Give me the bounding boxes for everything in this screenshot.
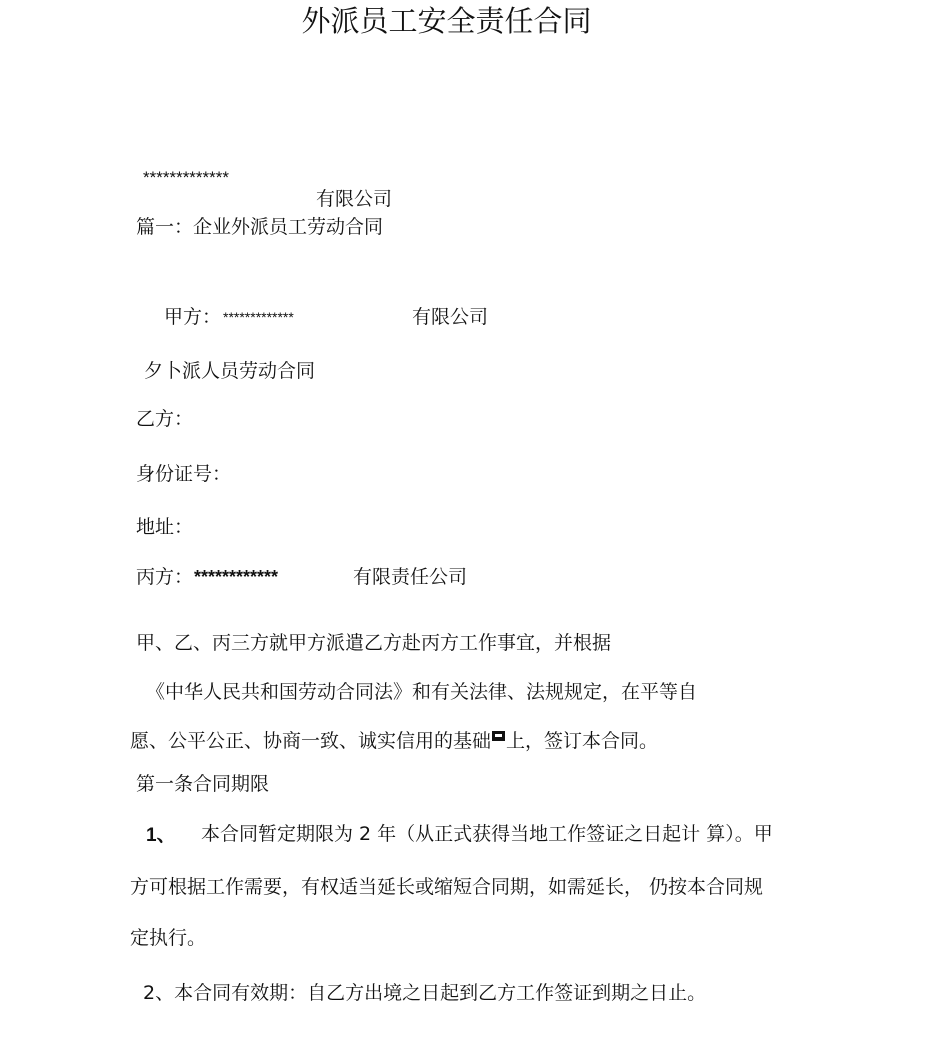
clause-1-number: 1、 (146, 825, 176, 846)
header-company: 有限公司 (316, 188, 393, 210)
clause-2: 2、本合同有效期：自乙方出境之日起到乙方工作签证到期之日止。 (143, 982, 707, 1004)
party-a-label: 甲方： (164, 306, 222, 328)
id-number-label: 身份证号： (136, 463, 232, 485)
address-label: 地址： (136, 516, 194, 538)
intro-line-2: 《中华人民共和国劳动合同法》和有关法律、法规规定，在平等自 (146, 681, 698, 703)
intro-line-3-part-b: 上，签订本合同。 (506, 730, 659, 752)
party-a-stars: ************* (223, 309, 294, 325)
party-c-stars: ************ (194, 567, 279, 587)
intro-line-1: 甲、乙、丙三方就甲方派遣乙方赴丙方工作事宜，并根据 (136, 632, 612, 654)
party-b-label: 乙方： (136, 408, 194, 430)
clause-1-line-1: 本合同暂定期限为 2 年（从正式获得当地工作签证之日起计 算）。甲 (201, 823, 773, 845)
intro-line-3 (130, 729, 658, 753)
clause-1-line-2: 方可根据工作需要，有权适当延长或缩短合同期，如需延长， 仍按本合同规 (130, 876, 764, 898)
party-a-company: 有限公司 (412, 306, 489, 328)
broken-glyph-icon (492, 731, 505, 741)
header-stars: ************* (143, 168, 230, 187)
clause-1-line-3: 定执行。 (130, 927, 207, 949)
article-1-heading: 第一条合同期限 (136, 773, 270, 795)
party-c-company: 有限责任公司 (353, 566, 468, 588)
contract-subtitle: 夕卜派人员劳动合同 (144, 360, 316, 382)
section-heading: 篇一：企业外派员工劳动合同 (136, 216, 384, 238)
party-c-label: 丙方： (136, 566, 194, 588)
intro-line-3-part-a: 愿、公平公正、协商一致、诚实信用的基础 (130, 730, 492, 752)
document-title: 外派员工安全责任合同 (301, 4, 592, 38)
